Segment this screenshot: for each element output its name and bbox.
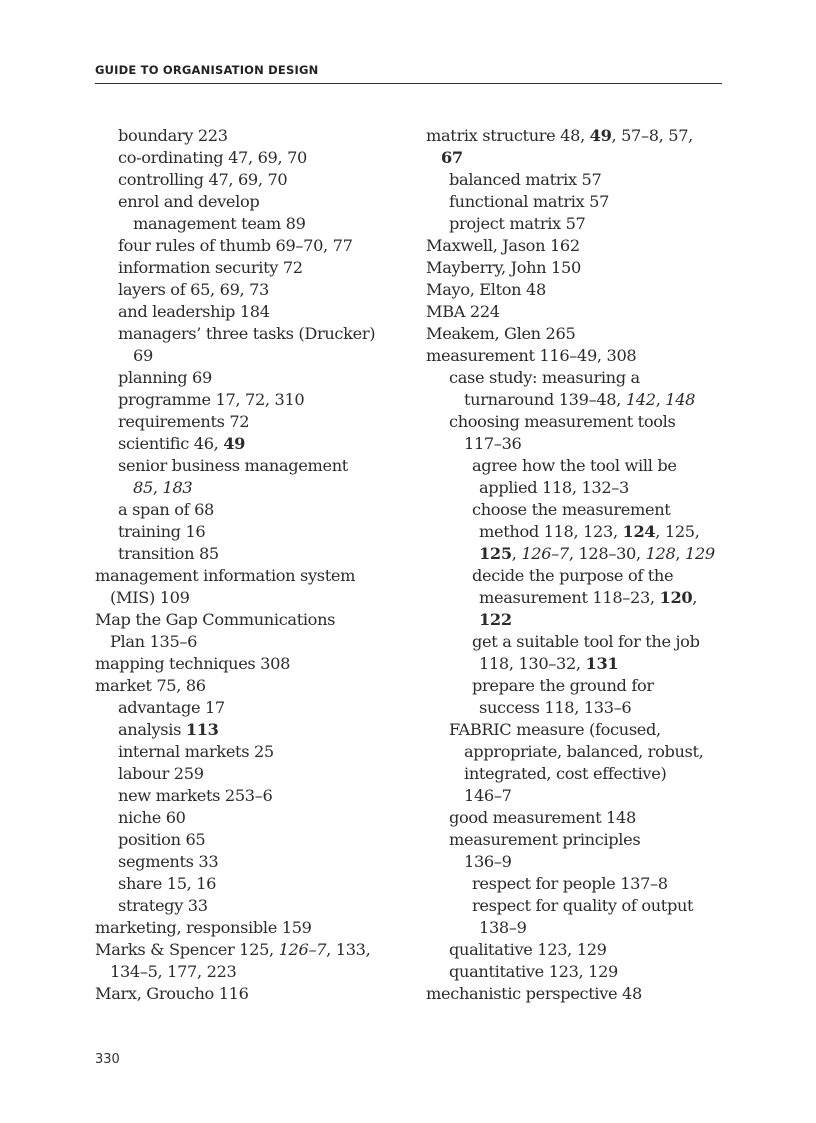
- index-entry: [95, 631, 405, 653]
- entry-text: , 125,: [655, 522, 700, 541]
- entry-text: Meakem, Glen 265: [426, 324, 576, 343]
- index-column-right: [426, 125, 726, 1005]
- index-entry: [95, 301, 405, 323]
- index-entry: [95, 499, 405, 521]
- entry-text: MBA 224: [426, 302, 500, 321]
- entry-text: Marks & Spencer 125,: [95, 940, 279, 959]
- italic-page-ref: 85: [133, 478, 153, 497]
- index-entry: [426, 631, 726, 653]
- entry-text: requirements 72: [118, 412, 250, 431]
- index-entry: [426, 279, 726, 301]
- italic-page-ref: 128: [645, 544, 676, 563]
- index-entry: [95, 895, 405, 917]
- bold-page-ref: 49: [589, 126, 612, 145]
- index-entry: [426, 851, 726, 873]
- index-entry: [426, 521, 726, 543]
- entry-text: scientific 46,: [118, 434, 224, 453]
- entry-text: marketing, responsible 159: [95, 918, 312, 937]
- index-entry: [95, 191, 405, 213]
- entry-text: information security 72: [118, 258, 303, 277]
- index-entry: [95, 147, 405, 169]
- entry-text: agree how the tool will be: [472, 456, 677, 475]
- index-entry: [95, 235, 405, 257]
- entry-text: , 133,: [326, 940, 371, 959]
- entry-text: choosing measurement tools: [449, 412, 676, 431]
- entry-text: applied 118, 132–3: [479, 478, 629, 497]
- entry-text: internal markets 25: [118, 742, 274, 761]
- entry-text: 118, 130–32,: [479, 654, 586, 673]
- entry-text: layers of 65, 69, 73: [118, 280, 270, 299]
- entry-text: advantage 17: [118, 698, 225, 717]
- entry-text: case study: measuring a: [449, 368, 640, 387]
- index-entry: [426, 653, 726, 675]
- bold-page-ref: 120: [659, 588, 693, 607]
- entry-text: FABRIC measure (focused,: [449, 720, 661, 739]
- entry-text: choose the measurement: [472, 500, 671, 519]
- entry-text: management team 89: [133, 214, 306, 233]
- entry-text: respect for people 137–8: [472, 874, 668, 893]
- index-entry: [426, 609, 726, 631]
- index-entry: [95, 411, 405, 433]
- entry-text: transition 85: [118, 544, 219, 563]
- entry-text: ,: [655, 390, 666, 409]
- index-entry: [95, 169, 405, 191]
- entry-text: management information system: [95, 566, 356, 585]
- entry-text: Maxwell, Jason 162: [426, 236, 580, 255]
- index-entry: [95, 961, 405, 983]
- header-rule: [95, 83, 722, 84]
- index-entry: [426, 345, 726, 367]
- index-entry: [426, 873, 726, 895]
- index-entry: [426, 741, 726, 763]
- entry-text: a span of 68: [118, 500, 214, 519]
- index-entry: [95, 719, 405, 741]
- bold-page-ref: 113: [185, 720, 219, 739]
- entry-text: 146–7: [464, 786, 512, 805]
- index-entry: [426, 235, 726, 257]
- entry-text: project matrix 57: [449, 214, 586, 233]
- index-entry: [426, 367, 726, 389]
- entry-text: controlling 47, 69, 70: [118, 170, 288, 189]
- entry-text: measurement 118–23,: [479, 588, 660, 607]
- index-entry: [426, 719, 726, 741]
- entry-text: get a suitable tool for the job: [472, 632, 700, 651]
- entry-text: senior business management: [118, 456, 348, 475]
- entry-text: functional matrix 57: [449, 192, 610, 211]
- entry-text: position 65: [118, 830, 206, 849]
- index-entry: [95, 367, 405, 389]
- index-entry: [426, 169, 726, 191]
- index-entry: [426, 125, 726, 147]
- entry-text: 134–5, 177, 223: [110, 962, 237, 981]
- entry-text: Map the Gap Communications: [95, 610, 336, 629]
- italic-page-ref: 126–7: [521, 544, 569, 563]
- index-entry: [95, 939, 405, 961]
- index-entry: [95, 433, 405, 455]
- index-entry: [426, 499, 726, 521]
- entry-text: segments 33: [118, 852, 219, 871]
- index-entry: [426, 213, 726, 235]
- index-entry: [426, 961, 726, 983]
- entry-text: measurement 116–49, 308: [426, 346, 637, 365]
- entry-text: decide the purpose of the: [472, 566, 674, 585]
- index-entry: [95, 917, 405, 939]
- entry-text: method 118, 123,: [479, 522, 623, 541]
- entry-text: Plan 135–6: [110, 632, 198, 651]
- entry-text: 136–9: [464, 852, 512, 871]
- bold-page-ref: 122: [479, 610, 512, 629]
- index-entry: [426, 257, 726, 279]
- entry-text: respect for quality of output: [472, 896, 694, 915]
- index-entry: [95, 807, 405, 829]
- index-entry: [426, 697, 726, 719]
- italic-page-ref: 183: [162, 478, 193, 497]
- index-entry: [95, 455, 405, 477]
- entry-text: balanced matrix 57: [449, 170, 602, 189]
- entry-text: Mayo, Elton 48: [426, 280, 546, 299]
- entry-text: turnaround 139–48,: [464, 390, 626, 409]
- entry-text: 69: [133, 346, 153, 365]
- index-entry: [426, 917, 726, 939]
- entry-text: mapping techniques 308: [95, 654, 291, 673]
- entry-text: planning 69: [118, 368, 212, 387]
- italic-page-ref: 126–7: [278, 940, 327, 959]
- entry-text: new markets 253–6: [118, 786, 273, 805]
- index-entry: [95, 763, 405, 785]
- index-entry: [95, 389, 405, 411]
- entry-text: good measurement 148: [449, 808, 636, 827]
- index-entry: [95, 125, 405, 147]
- entry-text: matrix structure 48,: [426, 126, 590, 145]
- entry-text: strategy 33: [118, 896, 208, 915]
- index-entry: [426, 477, 726, 499]
- index-entry: [426, 543, 726, 565]
- index-entry: [95, 521, 405, 543]
- index-entry: [426, 675, 726, 697]
- entry-text: ,: [692, 588, 698, 607]
- index-entry: [426, 565, 726, 587]
- bold-page-ref: 124: [622, 522, 656, 541]
- index-entry: [95, 323, 405, 345]
- entry-text: analysis: [118, 720, 186, 739]
- index-entry: [95, 543, 405, 565]
- index-entry: [426, 785, 726, 807]
- index-entry: [426, 411, 726, 433]
- index-entry: [95, 829, 405, 851]
- entry-text: niche 60: [118, 808, 186, 827]
- entry-text: co-ordinating 47, 69, 70: [118, 148, 307, 167]
- index-column-left: [95, 125, 405, 1005]
- entry-text: enrol and develop: [118, 192, 260, 211]
- index-entry: [426, 301, 726, 323]
- entry-text: 138–9: [479, 918, 527, 937]
- italic-page-ref: 142: [625, 390, 656, 409]
- entry-text: and leadership 184: [118, 302, 270, 321]
- entry-text: training 16: [118, 522, 206, 541]
- index-entry: [95, 279, 405, 301]
- index-entry: [95, 213, 405, 235]
- entry-text: managers’ three tasks (Drucker): [118, 324, 376, 343]
- entry-text: ,: [511, 544, 522, 563]
- index-entry: [95, 785, 405, 807]
- index-entry: [95, 873, 405, 895]
- entry-text: (MIS) 109: [110, 588, 190, 607]
- index-entry: [95, 697, 405, 719]
- bold-page-ref: 49: [223, 434, 246, 453]
- bold-page-ref: 125: [479, 544, 512, 563]
- index-entry: [95, 609, 405, 631]
- index-entry: [426, 455, 726, 477]
- index-entry: [95, 851, 405, 873]
- entry-text: success 118, 133–6: [479, 698, 632, 717]
- index-entry: [95, 741, 405, 763]
- entry-text: Marx, Groucho 116: [95, 984, 249, 1003]
- entry-text: appropriate, balanced, robust,: [464, 742, 704, 761]
- entry-text: share 15, 16: [118, 874, 217, 893]
- index-entry: [426, 807, 726, 829]
- entry-text: , 57–8, 57,: [611, 126, 693, 145]
- entry-text: Mayberry, John 150: [426, 258, 581, 277]
- entry-text: four rules of thumb 69–70, 77: [118, 236, 353, 255]
- entry-text: mechanistic perspective 48: [426, 984, 642, 1003]
- entry-text: , 128–30,: [568, 544, 646, 563]
- entry-text: integrated, cost effective): [464, 764, 667, 783]
- entry-text: programme 17, 72, 310: [118, 390, 305, 409]
- bold-page-ref: 131: [585, 654, 619, 673]
- entry-text: ,: [675, 544, 686, 563]
- index-entry: [426, 983, 726, 1005]
- index-entry: [95, 565, 405, 587]
- entry-text: labour 259: [118, 764, 204, 783]
- index-entry: [426, 191, 726, 213]
- index-entry: [95, 983, 405, 1005]
- index-entry: [426, 433, 726, 455]
- bold-page-ref: 67: [441, 148, 463, 167]
- entry-text: 117–36: [464, 434, 522, 453]
- entry-text: market 75, 86: [95, 676, 206, 695]
- index-entry: [95, 477, 405, 499]
- entry-text: ,: [152, 478, 163, 497]
- italic-page-ref: 148: [665, 390, 696, 409]
- entry-text: boundary 223: [118, 126, 228, 145]
- entry-text: prepare the ground for: [472, 676, 654, 695]
- index-entry: [426, 763, 726, 785]
- index-entry: [95, 257, 405, 279]
- index-entry: [426, 895, 726, 917]
- index-entry: [426, 389, 726, 411]
- index-entry: [95, 653, 405, 675]
- index-entry: [95, 345, 405, 367]
- entry-text: measurement principles: [449, 830, 641, 849]
- index-entry: [426, 323, 726, 345]
- index-entry: [95, 675, 405, 697]
- running-header: GUIDE TO ORGANISATION DESIGN: [95, 63, 319, 77]
- index-entry: [426, 939, 726, 961]
- index-entry: [426, 829, 726, 851]
- index-entry: [426, 587, 726, 609]
- italic-page-ref: 129: [685, 544, 715, 563]
- entry-text: qualitative 123, 129: [449, 940, 607, 959]
- index-entry: [426, 147, 726, 169]
- page-number: 330: [95, 1052, 120, 1067]
- index-entry: [95, 587, 405, 609]
- entry-text: quantitative 123, 129: [449, 962, 618, 981]
